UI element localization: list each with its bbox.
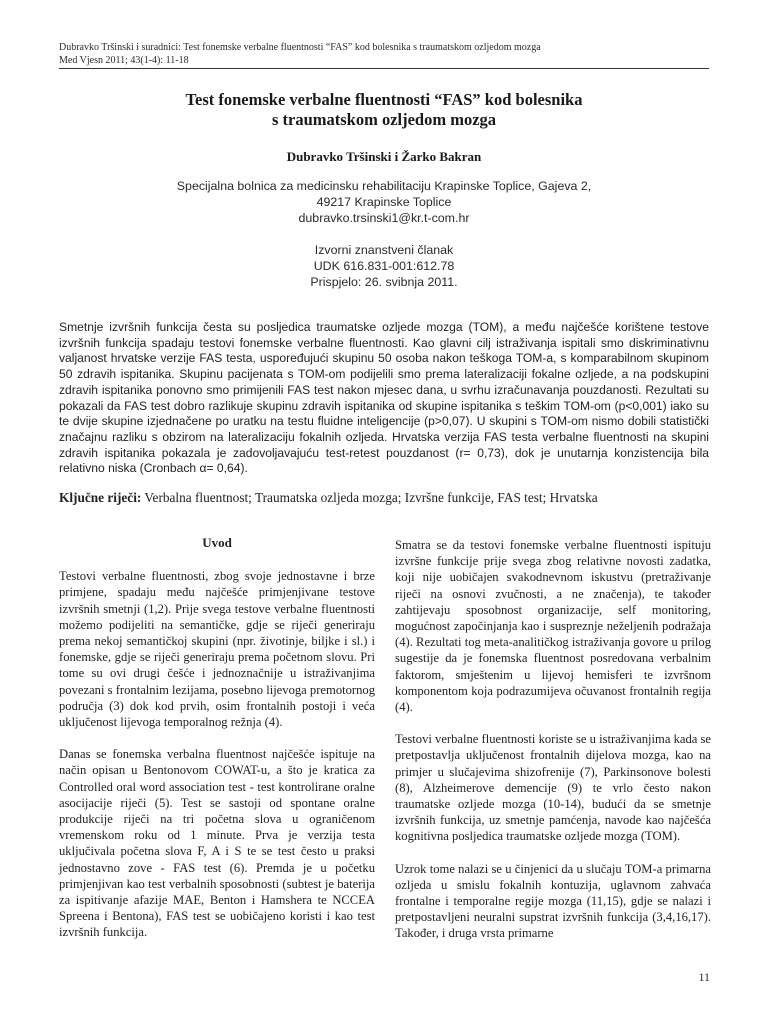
right-column <box>395 537 711 958</box>
section-heading-uvod: Uvod <box>202 535 232 550</box>
abstract: Smetnje izvršnih funkcija česta su posljedica traumatske ozljede mozga (TOM), a među najčešće korištene testove izvršnih funkcija spadaju testovi fonemske verbalne fluentnosti. Kao glavni cilj istraživanja ispitali smo diskriminativnu valjanost hrvatske verzije FAS testa, uspoređujući skupinu 50 osoba nakon teškoga TOM-a, s komparabilnom skupinom 50 zdravih ispitanika. Skupinu pacijenata s TOM-om podijelili smo prema lateralizaciji fokalne ozljede, a na podskupini zdravih ispitanika ponovno smo primijenili FAS test nakon mjesec dana, u svrhu izračunavanja pouzdanosti. Rezultati su pokazali da FAS test dobro razlikuje skupinu zdravih ispitanika od skupine ispitanika s teškim TOM-om (p<0,001) iako su te dvije skupine izjednačene po uratku na testu fluidne inteligencije (p>0,07). U skupini s TOM-om nismo dobili statistički značajnu razliku s obzirom na lateralizaciju fokalnih ozljeda. Hrvatska verzija FAS testa verbalne fluentnosti na skupini zdravih ispitanika pokazala je zadovoljavajuću test-retest pouzdanost (r= 0,73), dok je unutarnja konzistencija bila relativno niska (Cronbach α= 0,64). <box>59 320 709 476</box>
page-number: 11 <box>698 970 710 984</box>
affiliation-institution: Specijalna bolnica za medicinsku rehabilitaciju Krapinske Toplice, Gajeva 2, <box>176 179 592 193</box>
affiliation-postal: 49217 Krapinske Toplice <box>316 195 452 210</box>
author-list: Dubravko Tršinski i Žarko Bakran <box>286 149 482 164</box>
running-head-citation: Dubravko Tršinski i suradnici: Test fonemske verbalne fluentnosti “FAS” kod bolesnika s traumatskom ozljedom mozga <box>59 42 541 53</box>
article-type: Izvorni znanstveni članak <box>314 243 454 257</box>
running-head <box>59 41 709 67</box>
header-divider <box>59 68 709 69</box>
paragraph: Testovi verbalne fluentnosti, zbog svoje jednostavne i brze primjene, spadaju među najčešće primjenjivane testove izvršnih smetnji (1,2). Prije svega testove verbalne fluentnosti možemo podijeliti na semantičke, gdje se riječi generiraju prema nekoj semantičkoj skupini (npr. životinje, biljke i sl.) i fonemske, gdje se riječi generiraju prema početnom slovu. Pri tome su ovi drugi češće i jednoznačnije u istraživanjima povezani s frontalnim lezijama, posebno lijevoga premotornog područja (3) dok kod prvih, osim frontalnih postoji i veća uključenost lijevoga temporalnog režnja (4). <box>59 569 375 730</box>
paragraph: Testovi verbalne fluentnosti koriste se u istraživanjima kada se pretpostavlja uključenost frontalnih dijelova mozga, kao na primjer u slučajevima shizofrenije (7), Parkinsonove bolesti (8), Alzheimerove demencije (9) te vrlo često nakon traumatske ozljede mozga (10-14), budući da se smetnje izvršnih funkcija, uz smetnje pamćenja, navode kao najčešća kognitivna posljedica traumatske ozljede mozga (TOM). <box>395 732 711 844</box>
paragraph: Danas se fonemska verbalna fluentnost najčešće ispituje na način opisan u Bentonovom COWAT-u, a što je kratica za Controlled oral word association test - test kontrolirane oralne asocijacije riječi (5). Test se sastoji od spontane oralne produkcije riječi na tri početna slova u ograničenom vremenskom roku od 1 minute. Prva je verzija testa uključivala početna slova F, A i S te se test često u praksi jednostavno zove - FAS test (6). Premda je u početku primjenjivan kao test verbalnih sposobnosti (subtest je baterija za ispitivanje afazije MAE, Benton i Hamshera te NCCEA Spreena i Bentona), FAS test se uobičajeno koristi i kao test izvršnih funkcija. <box>59 747 375 940</box>
article-title-line-1: Test fonemske verbalne fluentnosti “FAS” kod bolesnika <box>185 90 583 109</box>
article-title <box>59 90 709 130</box>
udk-code: UDK 616.831-001:612.78 <box>313 259 455 274</box>
paragraph: Smatra se da testovi fonemske verbalne fluentnosti ispituju izvršne funkcije prije svega zbog relativne novosti zadatka, koji nije uobičajen svakodnevnom iskustvu (pretraživanje riječi na osnovi zvučnosti, a ne značenja), te također zahtijevaju sposobnost organizacije, self monitoring, mogućnost započinjanja kao i suspreznje neželjenih podražaja (4). Rezultati tog meta-analitičkog istraživanja govore u prilog sugestije da je fonemska fluentnost posredovana verbalnim faktorom, smještenim u lijevoj hemisferi te izvršnom komponentom koja podrazumijeva očuvanost frontalnih regija (4). <box>395 538 711 715</box>
paragraph: Uzrok tome nalazi se u činjenici da u slučaju TOM-a primarna ozljeda u smislu fokalnih kontuzija, uglavnom zahvaća frontalne i temporalne regije mozga (11,15), gdje se nalazi i pretpostavljeni neuralni supstrat izvršnih funkcija (3,4,16,17). Također, i druga vrsta primarne <box>395 861 711 941</box>
left-column <box>59 532 375 957</box>
affiliation <box>59 178 709 227</box>
article-title-line-2: s traumatskom ozljedom mozga <box>271 110 497 129</box>
keywords-label: Ključne riječi: <box>59 490 142 505</box>
keywords <box>59 489 709 506</box>
running-head-journal: Med Vjesn 2011; 43(1-4): 11-18 <box>59 55 189 66</box>
received-date: Prispjelo: 26. svibnja 2011. <box>310 275 458 290</box>
affiliation-email[interactable]: dubravko.trsinski1@kr.t-com.hr <box>298 211 470 226</box>
keywords-text: Verbalna fluentnost; Traumatska ozljeda mozga; Izvršne funkcije, FAS test; Hrvatska <box>141 490 598 505</box>
article-meta <box>59 242 709 291</box>
